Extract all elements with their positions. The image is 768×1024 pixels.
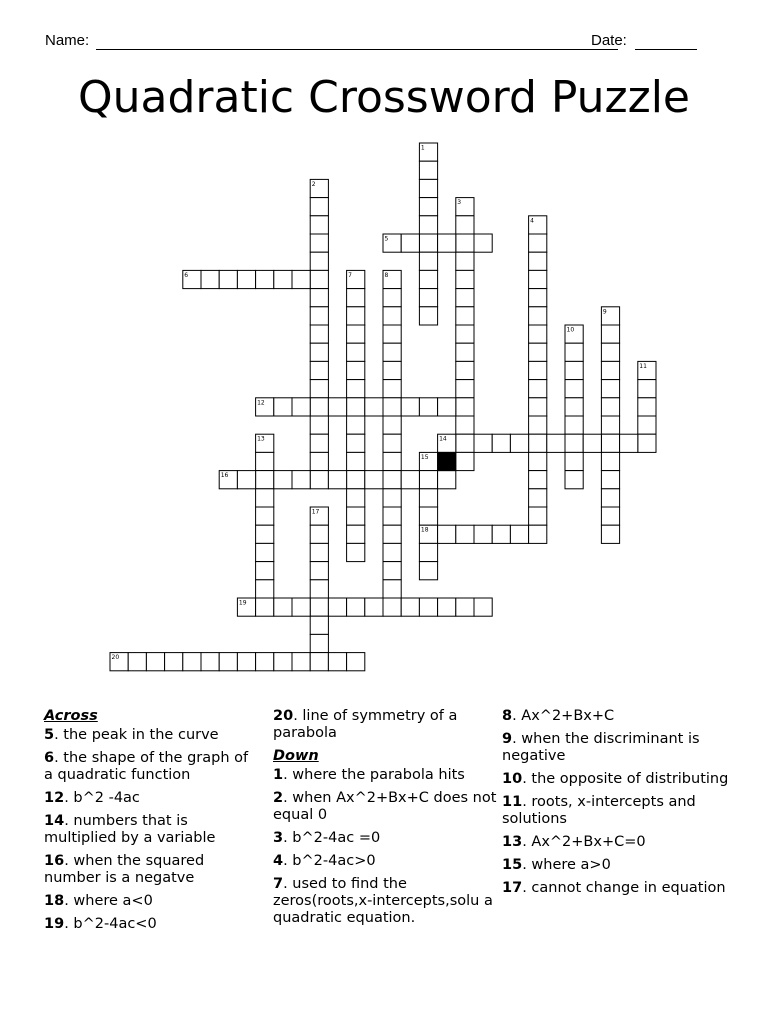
clue-number: 14 (44, 813, 65, 829)
cell-number-12: 12 (257, 399, 265, 407)
grid-cell[interactable] (328, 471, 346, 489)
cell-number-4: 4 (530, 217, 534, 225)
grid-cell[interactable] (510, 434, 528, 452)
grid-cell[interactable] (419, 179, 437, 197)
grid-cell[interactable] (256, 543, 274, 561)
grid-cell[interactable] (456, 252, 474, 270)
grid-cell[interactable] (419, 161, 437, 179)
clue-down-3 (273, 830, 498, 847)
grid-cell[interactable] (565, 398, 583, 416)
across-heading: Across (44, 708, 98, 724)
grid-cell[interactable] (456, 343, 474, 361)
grid-cell[interactable] (310, 361, 328, 379)
grid-cell[interactable] (638, 398, 656, 416)
grid-cell[interactable] (456, 525, 474, 543)
clue-number: 4 (273, 853, 284, 869)
clue-text: . where the parabola hits (283, 767, 465, 783)
grid-cell[interactable] (310, 289, 328, 307)
grid-cell[interactable] (183, 653, 201, 671)
grid-cell[interactable] (419, 234, 437, 252)
cell-number-15: 15 (420, 453, 429, 461)
grid-cell[interactable] (601, 343, 619, 361)
grid-cell[interactable] (419, 289, 437, 307)
grid-cell[interactable] (456, 452, 474, 470)
grid-cell[interactable] (383, 325, 401, 343)
grid-cell[interactable] (274, 398, 292, 416)
grid-cell[interactable] (292, 270, 310, 288)
grid-cell[interactable] (438, 525, 456, 543)
clue-down-2 (273, 790, 498, 824)
grid-cell[interactable] (474, 234, 492, 252)
grid-cell[interactable] (347, 507, 365, 525)
grid-cell[interactable] (638, 434, 656, 452)
grid-cell[interactable] (383, 343, 401, 361)
cell-number-20: 20 (111, 654, 120, 662)
grid-cell[interactable] (456, 380, 474, 398)
grid-cell[interactable] (310, 234, 328, 252)
clue-text: . where a>0 (522, 857, 611, 873)
clue-text: . Ax^2+Bx+C (512, 708, 615, 724)
clue-number: 7 (273, 876, 284, 892)
grid-cell[interactable] (419, 252, 437, 270)
clue-number: 1 (273, 767, 284, 783)
grid-cell[interactable] (419, 307, 437, 325)
grid-cell[interactable] (310, 434, 328, 452)
clue-across-16 (44, 853, 254, 887)
grid-cell[interactable] (310, 616, 328, 634)
clue-across-14 (44, 813, 254, 847)
grid-cell[interactable] (547, 434, 565, 452)
cell-number-16: 16 (220, 472, 229, 480)
clue-text: . the shape of the graph of a quadratic function (44, 750, 249, 783)
grid-cell[interactable] (347, 543, 365, 561)
grid-cell[interactable] (383, 380, 401, 398)
clue-text: . Ax^2+Bx+C=0 (522, 834, 646, 850)
clue-number: 19 (44, 916, 65, 932)
cell-number-14: 14 (439, 435, 447, 443)
clue-text: . where a<0 (64, 893, 153, 909)
grid-cell[interactable] (219, 653, 237, 671)
grid-cell[interactable] (529, 343, 547, 361)
grid-cell[interactable] (510, 525, 528, 543)
grid-cell[interactable] (438, 471, 456, 489)
grid-cell[interactable] (438, 234, 456, 252)
grid-cell[interactable] (529, 252, 547, 270)
grid-cell[interactable] (310, 252, 328, 270)
clue-number: 10 (502, 771, 523, 787)
clue-number: 2 (273, 790, 284, 806)
clue-number: 12 (44, 790, 65, 806)
clue-number: 11 (502, 794, 523, 810)
grid-cell[interactable] (419, 270, 437, 288)
grid-cell[interactable] (419, 471, 437, 489)
grid-cell[interactable] (401, 398, 419, 416)
grid-cell[interactable] (365, 398, 383, 416)
grid-cell[interactable] (565, 434, 583, 452)
grid-cell[interactable] (347, 489, 365, 507)
grid-cell[interactable] (383, 471, 401, 489)
grid-cell[interactable] (601, 471, 619, 489)
grid-cell[interactable] (565, 361, 583, 379)
grid-cell[interactable] (601, 434, 619, 452)
clue-down-10 (502, 771, 732, 788)
cell-number-7: 7 (348, 271, 352, 279)
grid-cell[interactable] (201, 270, 219, 288)
clue-number: 15 (502, 857, 523, 873)
grid-cell[interactable] (292, 653, 310, 671)
clue-text: . the peak in the curve (54, 727, 219, 743)
grid-cell[interactable] (456, 416, 474, 434)
clue-text: . b^2 -4ac (64, 790, 140, 806)
clue-down-9 (502, 731, 732, 765)
grid-cell[interactable] (419, 598, 437, 616)
grid-cell[interactable] (365, 471, 383, 489)
grid-cell[interactable] (565, 452, 583, 470)
grid-cell[interactable] (492, 525, 510, 543)
grid-cell[interactable] (347, 380, 365, 398)
grid-cell[interactable] (438, 398, 456, 416)
down-heading: Down (273, 748, 319, 764)
clue-across-6 (44, 750, 254, 784)
clue-text: . the opposite of distributing (522, 771, 729, 787)
clue-text: . b^2-4ac>0 (283, 853, 376, 869)
clue-down-15 (502, 857, 732, 874)
grid-cell[interactable] (347, 598, 365, 616)
grid-cell[interactable] (310, 471, 328, 489)
clue-text: . used to find the zeros(roots,x-intercepts,solu a quadratic equation. (273, 876, 493, 926)
grid-cell[interactable] (401, 234, 419, 252)
grid-cell[interactable] (601, 416, 619, 434)
clue-number: 3 (273, 830, 284, 846)
grid-cell[interactable] (347, 434, 365, 452)
grid-cell[interactable] (601, 507, 619, 525)
grid-cell[interactable] (529, 525, 547, 543)
clue-number: 18 (44, 893, 65, 909)
grid-cell[interactable] (328, 598, 346, 616)
clue-number: 13 (502, 834, 523, 850)
clues-column-2 (273, 708, 498, 933)
grid-cell[interactable] (383, 452, 401, 470)
grid-cell[interactable] (274, 270, 292, 288)
grid-cell[interactable] (310, 198, 328, 216)
grid-cell[interactable] (328, 398, 346, 416)
grid-cell[interactable] (529, 416, 547, 434)
grid-cell[interactable] (219, 270, 237, 288)
grid-cell[interactable] (274, 471, 292, 489)
grid-cell[interactable] (256, 471, 274, 489)
cell-number-19: 19 (238, 599, 247, 607)
grid-cell[interactable] (310, 343, 328, 361)
clue-across-5 (44, 727, 254, 744)
grid-cell[interactable] (347, 452, 365, 470)
grid-cell[interactable] (529, 270, 547, 288)
clue-text: . roots, x-intercepts and solutions (502, 794, 696, 827)
grid-cell[interactable] (292, 398, 310, 416)
grid-cell[interactable] (292, 471, 310, 489)
grid-cell[interactable] (383, 507, 401, 525)
grid-cell[interactable] (529, 507, 547, 525)
black-cell (438, 452, 456, 470)
grid-cell[interactable] (256, 452, 274, 470)
grid-cell[interactable] (310, 653, 328, 671)
grid-cell[interactable] (310, 325, 328, 343)
grid-cell[interactable] (456, 598, 474, 616)
grid-cell[interactable] (256, 653, 274, 671)
grid-cell[interactable] (383, 434, 401, 452)
clue-text: . b^2-4ac<0 (64, 916, 157, 932)
clue-text: . line of symmetry of a parabola (273, 708, 458, 741)
grid-cell[interactable] (310, 307, 328, 325)
grid-cell[interactable] (638, 416, 656, 434)
grid-cell[interactable] (419, 543, 437, 561)
cell-number-1: 1 (420, 144, 425, 152)
grid-cell[interactable] (256, 507, 274, 525)
grid-cell[interactable] (383, 361, 401, 379)
grid-cell[interactable] (601, 380, 619, 398)
cell-number-17: 17 (311, 508, 320, 516)
clue-number: 17 (502, 880, 523, 896)
grid-cell[interactable] (347, 289, 365, 307)
grid-cell[interactable] (529, 471, 547, 489)
grid-cell[interactable] (456, 398, 474, 416)
grid-cell[interactable] (638, 380, 656, 398)
cell-number-10: 10 (566, 326, 575, 334)
grid-cell[interactable] (456, 434, 474, 452)
clues-column-3 (502, 708, 732, 903)
grid-cell[interactable] (310, 634, 328, 652)
grid-cell[interactable] (310, 380, 328, 398)
grid-cell[interactable] (419, 398, 437, 416)
grid-cell[interactable] (365, 598, 383, 616)
grid-cell[interactable] (256, 562, 274, 580)
clue-number: 9 (502, 731, 513, 747)
cell-number-13: 13 (257, 435, 265, 443)
clue-number: 5 (44, 727, 55, 743)
clue-down-13 (502, 834, 732, 851)
grid-cell[interactable] (383, 543, 401, 561)
grid-cell[interactable] (601, 361, 619, 379)
grid-cell[interactable] (583, 434, 601, 452)
clue-down-7 (273, 876, 498, 927)
date-label: Date: (591, 32, 627, 49)
grid-cell[interactable] (456, 234, 474, 252)
clues-section (0, 708, 768, 1018)
grid-cell[interactable] (256, 270, 274, 288)
grid-cell[interactable] (383, 562, 401, 580)
grid-cell[interactable] (565, 471, 583, 489)
grid-cell[interactable] (419, 562, 437, 580)
grid-cell[interactable] (237, 270, 255, 288)
clue-down-17 (502, 880, 732, 897)
grid-cell[interactable] (310, 580, 328, 598)
grid-cell[interactable] (620, 434, 638, 452)
clue-down-11 (502, 794, 732, 828)
grid-cell[interactable] (274, 598, 292, 616)
grid-cell[interactable] (256, 580, 274, 598)
grid-cell[interactable] (256, 489, 274, 507)
grid-cell[interactable] (401, 471, 419, 489)
cell-number-3: 3 (457, 199, 462, 207)
grid-cell[interactable] (529, 325, 547, 343)
grid-cell[interactable] (419, 216, 437, 234)
grid-cell[interactable] (383, 489, 401, 507)
grid-cell[interactable] (292, 598, 310, 616)
clue-text: . numbers that is multiplied by a variable (44, 813, 216, 846)
grid-cell[interactable] (456, 361, 474, 379)
clue-text: . cannot change in equation (522, 880, 726, 896)
grid-cell[interactable] (347, 471, 365, 489)
grid-cell[interactable] (146, 653, 164, 671)
grid-cell[interactable] (601, 525, 619, 543)
page-title: Quadratic Crossword Puzzle (77, 72, 690, 123)
grid-cell[interactable] (310, 598, 328, 616)
grid-cell[interactable] (529, 434, 547, 452)
grid-cell[interactable] (529, 452, 547, 470)
cell-number-8: 8 (384, 271, 389, 279)
grid-cell[interactable] (347, 525, 365, 543)
clue-number: 20 (273, 708, 294, 724)
grid-cell[interactable] (456, 289, 474, 307)
cell-number-2: 2 (311, 180, 316, 188)
clue-down-4 (273, 853, 498, 870)
grid-cell[interactable] (256, 598, 274, 616)
grid-cell[interactable] (310, 543, 328, 561)
grid-cell[interactable] (383, 398, 401, 416)
clue-number: 16 (44, 853, 65, 869)
grid-cell[interactable] (347, 325, 365, 343)
grid-cell[interactable] (438, 598, 456, 616)
grid-cell[interactable] (237, 471, 255, 489)
grid-cell[interactable] (383, 289, 401, 307)
grid-cell[interactable] (237, 653, 255, 671)
grid-cell[interactable] (565, 343, 583, 361)
grid-cell[interactable] (529, 307, 547, 325)
clue-text: . when the discriminant is negative (502, 731, 700, 764)
grid-cell[interactable] (474, 598, 492, 616)
grid-cell[interactable] (492, 434, 510, 452)
clue-across-12 (44, 790, 254, 807)
grid-cell[interactable] (601, 325, 619, 343)
grid-cell[interactable] (310, 398, 328, 416)
grid-cell[interactable] (529, 361, 547, 379)
cell-number-11: 11 (639, 362, 647, 370)
grid-cell[interactable] (401, 598, 419, 616)
clue-number: 6 (44, 750, 55, 766)
grid-cell[interactable] (456, 270, 474, 288)
grid-cell[interactable] (474, 434, 492, 452)
grid-cell[interactable] (256, 525, 274, 543)
clue-text: . when Ax^2+Bx+C does not equal 0 (273, 790, 497, 823)
clue-across-19 (44, 916, 254, 933)
grid-cell[interactable] (310, 562, 328, 580)
grid-cell[interactable] (419, 507, 437, 525)
clue-number: 8 (502, 708, 513, 724)
grid-cell[interactable] (128, 653, 146, 671)
grid-cell[interactable] (529, 489, 547, 507)
grid-cell[interactable] (383, 307, 401, 325)
clue-down-1 (273, 767, 498, 784)
cell-number-18: 18 (420, 526, 429, 534)
cell-number-6: 6 (184, 271, 189, 279)
clues-column-1 (44, 708, 254, 939)
grid-cell[interactable] (456, 325, 474, 343)
grid-cell[interactable] (456, 307, 474, 325)
clue-down-8 (502, 708, 732, 725)
grid-cell[interactable] (456, 216, 474, 234)
grid-cell[interactable] (529, 234, 547, 252)
clue-across-20 (273, 708, 498, 742)
grid-cell[interactable] (565, 416, 583, 434)
grid-cell[interactable] (419, 198, 437, 216)
grid-cell[interactable] (565, 380, 583, 398)
grid-cell[interactable] (347, 416, 365, 434)
name-label: Name: (45, 32, 90, 49)
grid-cell[interactable] (201, 653, 219, 671)
grid-cell[interactable] (601, 489, 619, 507)
grid-cell[interactable] (601, 398, 619, 416)
clue-text: . b^2-4ac =0 (283, 830, 381, 846)
grid-cell[interactable] (383, 598, 401, 616)
grid-cell[interactable] (383, 580, 401, 598)
grid-cell[interactable] (383, 416, 401, 434)
cell-number-9: 9 (602, 308, 607, 316)
grid-cell[interactable] (310, 452, 328, 470)
grid-cell[interactable] (601, 452, 619, 470)
grid-cell[interactable] (347, 653, 365, 671)
grid-cell[interactable] (529, 398, 547, 416)
grid-cell[interactable] (310, 216, 328, 234)
clue-text: . when the squared number is a negatve (44, 853, 205, 886)
clue-across-18 (44, 893, 254, 910)
grid-cell[interactable] (310, 270, 328, 288)
grid-cell[interactable] (474, 525, 492, 543)
cell-number-5: 5 (384, 235, 389, 243)
grid-cell[interactable] (347, 361, 365, 379)
grid-cell[interactable] (274, 653, 292, 671)
grid-cell[interactable] (165, 653, 183, 671)
grid-cell[interactable] (347, 343, 365, 361)
grid-cell[interactable] (310, 525, 328, 543)
grid-cell[interactable] (383, 525, 401, 543)
grid-cell[interactable] (529, 289, 547, 307)
grid-cell[interactable] (529, 380, 547, 398)
grid-cell[interactable] (347, 398, 365, 416)
grid-cell[interactable] (419, 489, 437, 507)
grid-cell[interactable] (328, 653, 346, 671)
grid-cell[interactable] (347, 307, 365, 325)
grid-cell[interactable] (310, 416, 328, 434)
